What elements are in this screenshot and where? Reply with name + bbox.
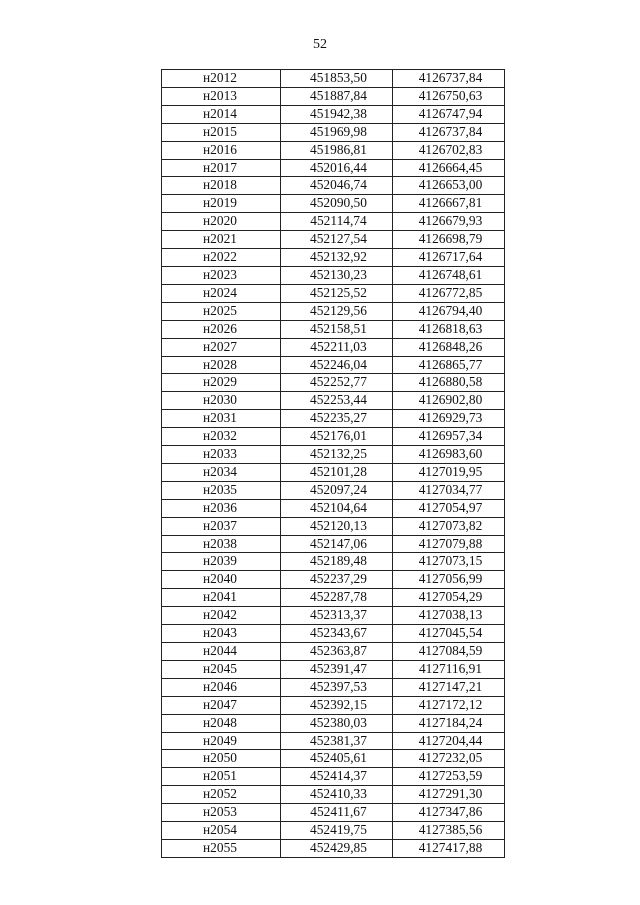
coordinates-table <box>161 69 505 858</box>
point-id-cell: н2013 <box>162 87 281 105</box>
table-row <box>162 302 505 320</box>
point-id-cell: н2046 <box>162 678 281 696</box>
x-coordinate-cell: 452405,61 <box>281 750 393 768</box>
table-row <box>162 714 505 732</box>
point-id-cell: н2038 <box>162 535 281 553</box>
table-row <box>162 338 505 356</box>
point-id-cell: н2036 <box>162 499 281 517</box>
x-coordinate-cell: 452158,51 <box>281 320 393 338</box>
table-row <box>162 535 505 553</box>
point-id-cell: н2040 <box>162 571 281 589</box>
y-coordinate-cell: 4127347,86 <box>393 804 505 822</box>
x-coordinate-cell: 452411,67 <box>281 804 393 822</box>
y-coordinate-cell: 4126750,63 <box>393 87 505 105</box>
y-coordinate-cell: 4126653,00 <box>393 177 505 195</box>
y-coordinate-cell: 4127034,77 <box>393 481 505 499</box>
table-row <box>162 589 505 607</box>
x-coordinate-cell: 452125,52 <box>281 284 393 302</box>
x-coordinate-cell: 451942,38 <box>281 105 393 123</box>
x-coordinate-cell: 452090,50 <box>281 195 393 213</box>
table-row <box>162 428 505 446</box>
y-coordinate-cell: 4127084,59 <box>393 643 505 661</box>
point-id-cell: н2033 <box>162 446 281 464</box>
table-row <box>162 607 505 625</box>
table-row <box>162 786 505 804</box>
x-coordinate-cell: 452104,64 <box>281 499 393 517</box>
x-coordinate-cell: 452414,37 <box>281 768 393 786</box>
y-coordinate-cell: 4127184,24 <box>393 714 505 732</box>
point-id-cell: н2052 <box>162 786 281 804</box>
y-coordinate-cell: 4126929,73 <box>393 410 505 428</box>
y-coordinate-cell: 4126983,60 <box>393 446 505 464</box>
y-coordinate-cell: 4126747,94 <box>393 105 505 123</box>
table-row <box>162 231 505 249</box>
point-id-cell: н2048 <box>162 714 281 732</box>
table-row <box>162 87 505 105</box>
point-id-cell: н2028 <box>162 356 281 374</box>
y-coordinate-cell: 4127172,12 <box>393 696 505 714</box>
x-coordinate-cell: 452429,85 <box>281 839 393 857</box>
y-coordinate-cell: 4127385,56 <box>393 822 505 840</box>
x-coordinate-cell: 452147,06 <box>281 535 393 553</box>
table-row <box>162 195 505 213</box>
x-coordinate-cell: 452287,78 <box>281 589 393 607</box>
point-id-cell: н2044 <box>162 643 281 661</box>
x-coordinate-cell: 452381,37 <box>281 732 393 750</box>
table-row <box>162 553 505 571</box>
table-row <box>162 822 505 840</box>
y-coordinate-cell: 4127232,05 <box>393 750 505 768</box>
table-row <box>162 499 505 517</box>
table-row <box>162 750 505 768</box>
table-row <box>162 284 505 302</box>
x-coordinate-cell: 452189,48 <box>281 553 393 571</box>
x-coordinate-cell: 452120,13 <box>281 517 393 535</box>
point-id-cell: н2047 <box>162 696 281 714</box>
point-id-cell: н2019 <box>162 195 281 213</box>
x-coordinate-cell: 452419,75 <box>281 822 393 840</box>
y-coordinate-cell: 4127073,82 <box>393 517 505 535</box>
x-coordinate-cell: 452235,27 <box>281 410 393 428</box>
y-coordinate-cell: 4127054,97 <box>393 499 505 517</box>
x-coordinate-cell: 452130,23 <box>281 266 393 284</box>
x-coordinate-cell: 452237,29 <box>281 571 393 589</box>
table-row <box>162 123 505 141</box>
x-coordinate-cell: 452392,15 <box>281 696 393 714</box>
y-coordinate-cell: 4126664,45 <box>393 159 505 177</box>
point-id-cell: н2049 <box>162 732 281 750</box>
x-coordinate-cell: 452132,25 <box>281 446 393 464</box>
point-id-cell: н2022 <box>162 249 281 267</box>
y-coordinate-cell: 4127116,91 <box>393 660 505 678</box>
coordinates-table-body <box>162 70 505 858</box>
table-row <box>162 177 505 195</box>
x-coordinate-cell: 452380,03 <box>281 714 393 732</box>
x-coordinate-cell: 451969,98 <box>281 123 393 141</box>
table-row <box>162 105 505 123</box>
y-coordinate-cell: 4126748,61 <box>393 266 505 284</box>
x-coordinate-cell: 452129,56 <box>281 302 393 320</box>
x-coordinate-cell: 452410,33 <box>281 786 393 804</box>
table-row <box>162 625 505 643</box>
point-id-cell: н2032 <box>162 428 281 446</box>
table-row <box>162 249 505 267</box>
x-coordinate-cell: 452101,28 <box>281 463 393 481</box>
point-id-cell: н2037 <box>162 517 281 535</box>
point-id-cell: н2027 <box>162 338 281 356</box>
table-row <box>162 213 505 231</box>
y-coordinate-cell: 4126679,93 <box>393 213 505 231</box>
y-coordinate-cell: 4126667,81 <box>393 195 505 213</box>
y-coordinate-cell: 4126772,85 <box>393 284 505 302</box>
y-coordinate-cell: 4127253,59 <box>393 768 505 786</box>
point-id-cell: н2020 <box>162 213 281 231</box>
table-row <box>162 392 505 410</box>
point-id-cell: н2045 <box>162 660 281 678</box>
point-id-cell: н2053 <box>162 804 281 822</box>
point-id-cell: н2054 <box>162 822 281 840</box>
y-coordinate-cell: 4127056,99 <box>393 571 505 589</box>
x-coordinate-cell: 452252,77 <box>281 374 393 392</box>
point-id-cell: н2024 <box>162 284 281 302</box>
x-coordinate-cell: 451887,84 <box>281 87 393 105</box>
x-coordinate-cell: 452313,37 <box>281 607 393 625</box>
y-coordinate-cell: 4126902,80 <box>393 392 505 410</box>
y-coordinate-cell: 4127417,88 <box>393 839 505 857</box>
y-coordinate-cell: 4126737,84 <box>393 123 505 141</box>
point-id-cell: н2050 <box>162 750 281 768</box>
table-row <box>162 463 505 481</box>
table-row <box>162 141 505 159</box>
point-id-cell: н2039 <box>162 553 281 571</box>
y-coordinate-cell: 4127038,13 <box>393 607 505 625</box>
table-row <box>162 768 505 786</box>
y-coordinate-cell: 4126865,77 <box>393 356 505 374</box>
table-row <box>162 678 505 696</box>
point-id-cell: н2017 <box>162 159 281 177</box>
point-id-cell: н2051 <box>162 768 281 786</box>
table-row <box>162 356 505 374</box>
x-coordinate-cell: 452391,47 <box>281 660 393 678</box>
x-coordinate-cell: 452363,87 <box>281 643 393 661</box>
table-row <box>162 374 505 392</box>
x-coordinate-cell: 452114,74 <box>281 213 393 231</box>
point-id-cell: н2015 <box>162 123 281 141</box>
y-coordinate-cell: 4126794,40 <box>393 302 505 320</box>
y-coordinate-cell: 4127073,15 <box>393 553 505 571</box>
table-row <box>162 696 505 714</box>
point-id-cell: н2035 <box>162 481 281 499</box>
x-coordinate-cell: 452246,04 <box>281 356 393 374</box>
y-coordinate-cell: 4126717,64 <box>393 249 505 267</box>
point-id-cell: н2029 <box>162 374 281 392</box>
point-id-cell: н2021 <box>162 231 281 249</box>
x-coordinate-cell: 452016,44 <box>281 159 393 177</box>
y-coordinate-cell: 4126957,34 <box>393 428 505 446</box>
y-coordinate-cell: 4127147,21 <box>393 678 505 696</box>
x-coordinate-cell: 452343,67 <box>281 625 393 643</box>
y-coordinate-cell: 4126698,79 <box>393 231 505 249</box>
point-id-cell: н2041 <box>162 589 281 607</box>
x-coordinate-cell: 452097,24 <box>281 481 393 499</box>
table-row <box>162 481 505 499</box>
y-coordinate-cell: 4126818,63 <box>393 320 505 338</box>
table-row <box>162 517 505 535</box>
table-row <box>162 660 505 678</box>
table-row <box>162 266 505 284</box>
y-coordinate-cell: 4126880,58 <box>393 374 505 392</box>
table-row <box>162 839 505 857</box>
point-id-cell: н2043 <box>162 625 281 643</box>
table-row <box>162 410 505 428</box>
y-coordinate-cell: 4127291,30 <box>393 786 505 804</box>
point-id-cell: н2023 <box>162 266 281 284</box>
x-coordinate-cell: 452132,92 <box>281 249 393 267</box>
page-number: 52 <box>313 37 327 52</box>
point-id-cell: н2034 <box>162 463 281 481</box>
point-id-cell: н2031 <box>162 410 281 428</box>
y-coordinate-cell: 4127079,88 <box>393 535 505 553</box>
y-coordinate-cell: 4127204,44 <box>393 732 505 750</box>
point-id-cell: н2025 <box>162 302 281 320</box>
y-coordinate-cell: 4127045,54 <box>393 625 505 643</box>
point-id-cell: н2030 <box>162 392 281 410</box>
table-row <box>162 446 505 464</box>
table-row <box>162 804 505 822</box>
x-coordinate-cell: 452397,53 <box>281 678 393 696</box>
y-coordinate-cell: 4126848,26 <box>393 338 505 356</box>
y-coordinate-cell: 4126702,83 <box>393 141 505 159</box>
x-coordinate-cell: 451986,81 <box>281 141 393 159</box>
y-coordinate-cell: 4126737,84 <box>393 70 505 88</box>
x-coordinate-cell: 452127,54 <box>281 231 393 249</box>
point-id-cell: н2026 <box>162 320 281 338</box>
table-row <box>162 320 505 338</box>
x-coordinate-cell: 452046,74 <box>281 177 393 195</box>
table-row <box>162 571 505 589</box>
point-id-cell: н2055 <box>162 839 281 857</box>
x-coordinate-cell: 452211,03 <box>281 338 393 356</box>
table-row <box>162 732 505 750</box>
y-coordinate-cell: 4127054,29 <box>393 589 505 607</box>
table-row <box>162 643 505 661</box>
point-id-cell: н2042 <box>162 607 281 625</box>
table-row <box>162 70 505 88</box>
point-id-cell: н2016 <box>162 141 281 159</box>
y-coordinate-cell: 4127019,95 <box>393 463 505 481</box>
point-id-cell: н2018 <box>162 177 281 195</box>
x-coordinate-cell: 452253,44 <box>281 392 393 410</box>
point-id-cell: н2014 <box>162 105 281 123</box>
table-row <box>162 159 505 177</box>
x-coordinate-cell: 452176,01 <box>281 428 393 446</box>
point-id-cell: н2012 <box>162 70 281 88</box>
x-coordinate-cell: 451853,50 <box>281 70 393 88</box>
